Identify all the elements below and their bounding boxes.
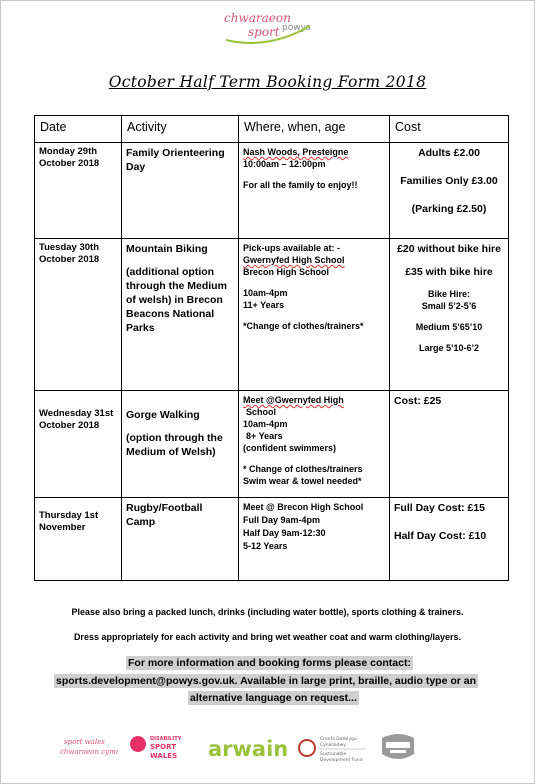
svg-text:chwaraeon cymru: chwaraeon cymru: [60, 748, 118, 756]
date-cell: Tuesday 30th October 2018: [35, 239, 122, 391]
activity-cell: Family Orienteering Day: [122, 143, 239, 239]
page-title: October Half Term Booking Form 2018: [108, 73, 427, 91]
cost-cell: Cost: £25: [390, 391, 509, 498]
booking-table: [34, 115, 509, 581]
table-row: [35, 391, 509, 498]
table-row: [35, 498, 509, 581]
where-cell: Pick-ups available at: - Gwernyfed High School Brecon High School 10am-4pm 11+ Years *Change of clothes/trainers*: [239, 239, 390, 391]
date-cell: Wednesday 31st October 2018: [35, 391, 122, 498]
contact-line3: alternative language on request...: [190, 692, 357, 704]
cost-cell: Full Day Cost: £15 Half Day Cost: £10: [390, 498, 509, 581]
activity-cell: Rugby/Football Camp: [122, 498, 239, 581]
svg-text:DISABILITY: DISABILITY: [150, 736, 182, 742]
svg-text:Sustainable: Sustainable: [320, 752, 347, 757]
activity-cell: Mountain Biking (additional option through the Medium of welsh) in Brecon Beacons National Parks: [122, 239, 239, 391]
header-cost: Cost: [390, 116, 509, 143]
sport-wales-logo: [58, 730, 118, 766]
crest-logo: [378, 730, 418, 766]
contact-email-line[interactable]: sports.development@powys.gov.uk. Available in large print, braille, audio type or an: [56, 674, 477, 687]
header-where: Where, when, age: [239, 116, 390, 143]
svg-text:Cynaliadwy: Cynaliadwy: [320, 743, 346, 748]
logo-line1: chwaraeon: [224, 11, 291, 25]
svg-text:Cronfa Datblygu: Cronfa Datblygu: [320, 737, 357, 742]
where-cell: Meet @ Brecon High School Full Day 9am-4pm Half Day 9am-12:30 5-12 Years: [239, 498, 390, 581]
note-packed-lunch: Please also bring a packed lunch, drinks (including water bottle), sports clothing & trainers.: [71, 607, 464, 617]
arwain-logo: [206, 730, 294, 766]
sustainable-development-fund-logo: [298, 730, 370, 766]
svg-text:arwain: arwain: [208, 737, 289, 761]
table-header-row: [35, 116, 509, 143]
footer-logos: [58, 730, 488, 766]
date-cell: Monday 29th October 2018: [35, 143, 122, 239]
svg-text:Development Fund: Development Fund: [320, 758, 363, 763]
logo-line2: sport: [248, 25, 280, 39]
header-activity: Activity: [122, 116, 239, 143]
table-row: [35, 239, 509, 391]
disability-sport-wales-logo: [128, 730, 198, 766]
where-cell: Meet @Gwernyfed High School 10am-4pm 8+ Years (confident swimmers) * Change of clothes/trainers Swim wear & towel needed*: [239, 391, 390, 498]
date-cell: Thursday 1st November: [35, 498, 122, 581]
svg-text:WALES: WALES: [150, 752, 178, 760]
logo-suffix: powys: [282, 23, 311, 33]
header-date: Date: [35, 116, 122, 143]
activity-cell: Gorge Walking (option through the Medium of Welsh): [122, 391, 239, 498]
svg-text:sport wales: sport wales: [64, 738, 105, 746]
table-row: [35, 143, 509, 239]
cost-cell: Adults £2.00 Families Only £3.00 (Parking £2.50): [390, 143, 509, 239]
contact-block: [56, 655, 526, 708]
note-dress: Dress appropriately for each activity and bring wet weather coat and warm clothing/layers.: [73, 632, 462, 642]
where-cell: Nash Woods, Presteigne 10:00am – 12:00pm For all the family to enjoy!!: [239, 143, 390, 239]
svg-text:SPORT: SPORT: [150, 743, 176, 751]
sport-powys-logo: [218, 6, 318, 46]
cost-cell: £20 without bike hire £35 with bike hire Bike Hire: Small 5’2-5’6 Medium 5’65’10 Large 5’10-6’2: [390, 239, 509, 391]
contact-line1: For more information and booking forms please contact:: [128, 657, 411, 669]
